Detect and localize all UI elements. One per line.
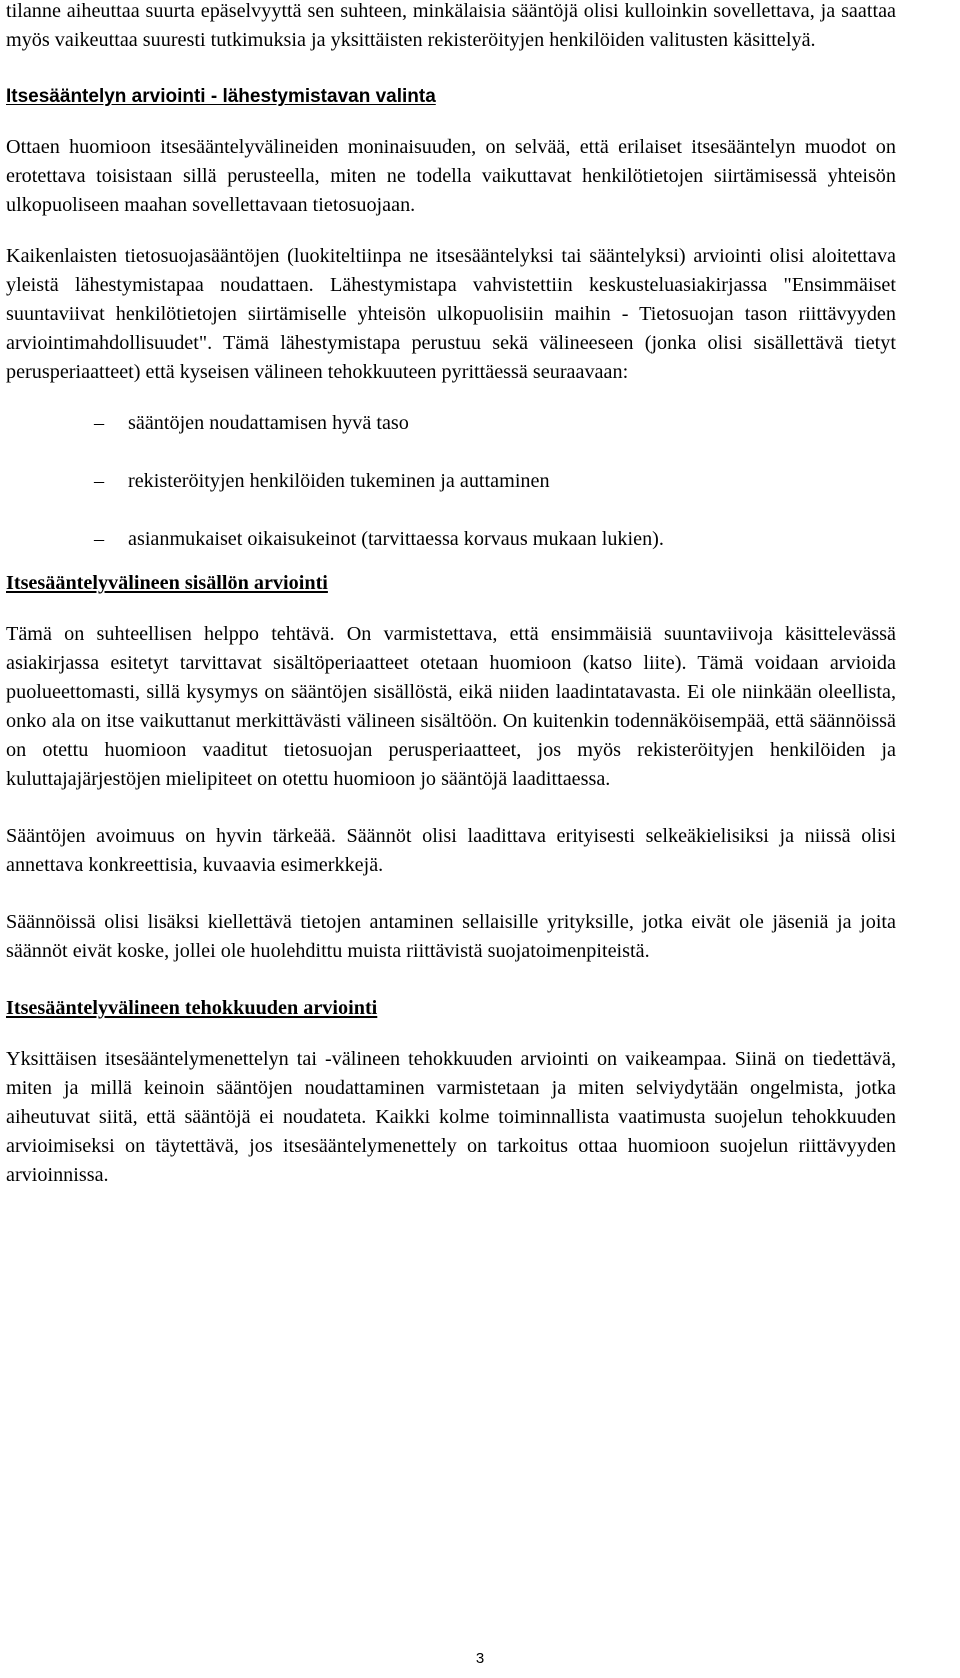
page-number: 3: [475, 1650, 485, 1667]
section-heading-self-regulation-approach: Itsesääntelyn arviointi - lähestymistavan valinta: [6, 86, 436, 107]
document-page: [6, 0, 896, 1190]
list-item: – sääntöjen noudattamisen hyvä taso: [128, 409, 896, 438]
paragraph-effectiveness-assessment: Yksittäisen itsesääntelymenettelyn tai -välineen tehokkuuden arviointi on vaikeampaa. Siinä on tiedettävä, miten ja millä keinoin sääntöjen noudattaminen varmistetaan ja miten selviydytään ongelmista, jotka aiheutuvat siitä, että sääntöjä ei noudateta. Kaikki kolme toiminnallista vaatimusta suojelun tehokkuuden arvioimiseksi on täytettävä, jos itsesääntelymenettely on tarkoitus ottaa huomioon suojelun riittävyyden arvioinnissa.: [6, 1048, 896, 1186]
list-item: – asianmukaiset oikaisukeinot (tarvittaessa korvaus mukaan lukien).: [128, 525, 896, 554]
paragraph-general-approach: Kaikenlaisten tietosuojasääntöjen (luokiteltiinpa ne itsesääntelyksi tai sääntelyksi) arviointi olisi aloitettava yleistä lähestymistapaa noudattaen. Lähestymistapa vahvistettiin keskusteluasiakirjassa "Ensimmäiset suuntaviivat henkilötietojen siirtämiselle yhteisön ulkopuolisiin maihin - Tietosuojan tason riittävyyden arviointimahdollisuudet". Tämä lähestymistapa perustuu sekä välineeseen (jonka olisi sisällettävä tietyt perusperiaatteet) että kyseisen välineen tehokkuuteen pyrittäessä seuraavaan:: [6, 245, 896, 383]
list-item: – rekisteröityjen henkilöiden tukeminen ja auttaminen: [128, 467, 896, 496]
paragraph-disclosure-prohibition: Säännöissä olisi lisäksi kiellettävä tietojen antaminen sellaisille yrityksille, jotka eivät ole jäseniä ja joita säännöt eivät koske, jollei ole huolehdittu muista riittävistä suojatoimenpiteistä.: [6, 911, 896, 962]
paragraph-content-assessment: Tämä on suhteellisen helppo tehtävä. On varmistettava, että ensimmäisiä suuntaviivoja käsittelevässä asiakirjassa esitetyt tarvittavat sisältöperiaatteet otetaan huomioon (katso liite). Tämä voidaan arvioida puolueettomasti, sillä kysymys on sääntöjen sisällöstä, eikä niiden laadintatavasta. Ei ole niinkään oleellista, onko ala on itse vaikuttanut merkittävästi välineen sisältöön. On kuitenkin todennäköisempää, että säännöissä on otettu huomioon vaaditut tietosuojan perusperiaatteet, jos myös rekisteröityjen henkilöiden ja kuluttajajärjestöjen mielipiteet on otettu huomioon jo sääntöjä laadittaessa.: [6, 623, 896, 790]
paragraph-diversity-of-instruments: Ottaen huomioon itsesääntelyvälineiden moninaisuuden, on selvää, että erilaiset itsesääntelyn muodot on erotettava toisistaan sillä perusteella, miten ne todella vaikuttavat henkilötietojen siirtämisessä yhteisön ulkopuoliseen maahan sovellettavaan tietosuojaan.: [6, 136, 896, 216]
section-heading-content-assessment: Itsesääntelyvälineen sisällön arviointi: [6, 572, 328, 594]
objectives-list: [6, 409, 896, 554]
paragraph-transparency: Sääntöjen avoimuus on hyvin tärkeää. Säännöt olisi laadittava erityisesti selkeäkielisiksi ja niissä olisi annettava konkreettisia, kuvaavia esimerkkejä.: [6, 825, 896, 876]
section-heading-effectiveness-assessment: Itsesääntelyvälineen tehokkuuden arviointi: [6, 997, 378, 1019]
intro-continuation-paragraph: tilanne aiheuttaa suurta epäselvyyttä sen suhteen, minkälaisia sääntöjä olisi kulloinkin sovellettava, ja saattaa myös vaikeuttaa suuresti tutkimuksia ja yksittäisten rekisteröityjen henkilöiden valitusten käsittelyä.: [6, 0, 896, 51]
